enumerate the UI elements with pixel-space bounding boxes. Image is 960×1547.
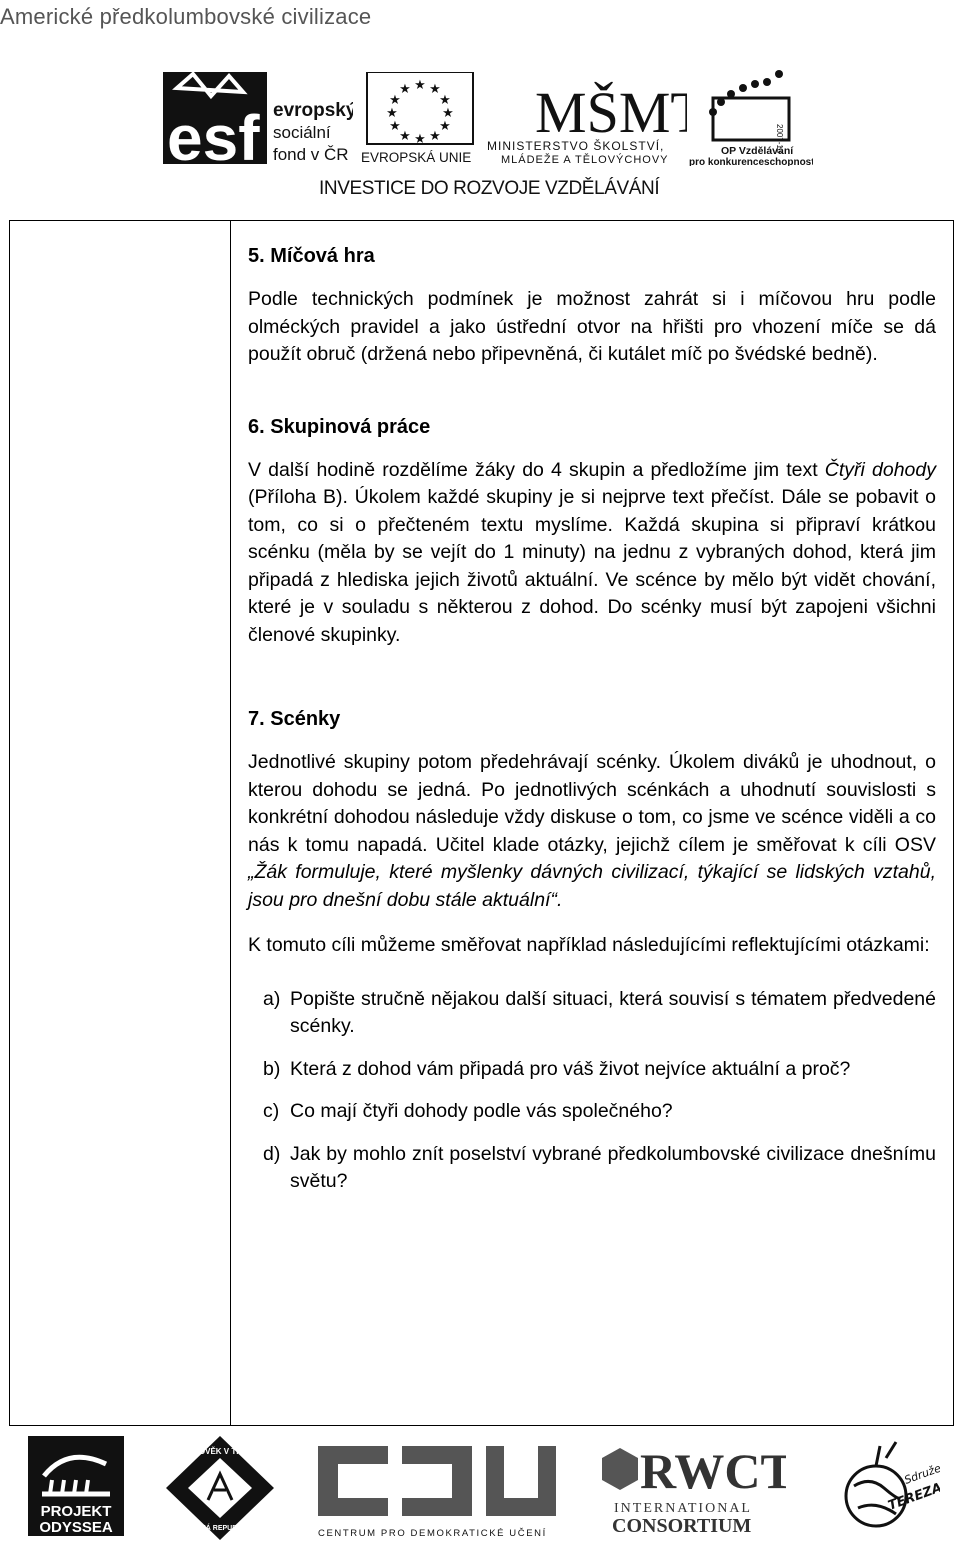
question-text: Popište stručně nějakou další situaci, která souvisí s tématem předvedené scénky.	[290, 987, 936, 1037]
svg-text:★: ★	[429, 129, 441, 144]
document-body	[248, 242, 936, 1211]
section-6-heading: 6. Skupinová práce	[248, 415, 431, 438]
msmt-line1: MINISTERSTVO ŠKOLSTVÍ,	[487, 139, 665, 153]
section-7-paragraph-2: K tomuto cíli můžeme směřovat například následujícími reflektujícími otázkami:	[248, 934, 930, 956]
esf-mark: esf	[167, 102, 260, 166]
sdruzeni-tereza-logo	[840, 1436, 940, 1540]
section-6-italic-title: Čtyři dohody	[824, 458, 936, 481]
odyssea-line2: ODYSSEA	[39, 1519, 113, 1536]
odyssea-line1: PROJEKT	[40, 1503, 112, 1520]
esf-line1: evropský	[273, 100, 353, 121]
question-item	[263, 1141, 936, 1196]
section-6-text-a: V další hodině rozdělíme žáky do 4 skupin a předložíme jim text	[248, 458, 825, 481]
op-years: 2007-13	[775, 124, 784, 154]
question-text: Která z dohod vám připadá pro váš život nejvíce aktuální a proč?	[290, 1057, 851, 1080]
clovek-top-text: ČLOVĚK V TÍSNI	[188, 1447, 252, 1456]
svg-text:★: ★	[429, 82, 441, 97]
svg-text:★: ★	[386, 106, 398, 121]
svg-text:★: ★	[439, 119, 451, 134]
esf-line2: sociální	[273, 123, 331, 142]
svg-text:★: ★	[442, 106, 454, 121]
partner-logo-footer	[0, 1430, 960, 1540]
section-7-paragraph	[248, 749, 936, 914]
rwct-logo	[600, 1444, 786, 1538]
section-6-paragraph	[248, 457, 936, 650]
reflection-question-list	[263, 986, 936, 1196]
clovek-logo-graphic	[164, 1434, 276, 1542]
esf-logo	[163, 66, 353, 166]
op-vzdelavani-logo	[687, 68, 813, 166]
rwct-logo-graphic	[600, 1444, 786, 1538]
question-item	[263, 1056, 936, 1084]
odyssea-logo-graphic	[28, 1436, 124, 1536]
op-logo-graphic	[687, 68, 813, 166]
tereza-logo-graphic	[840, 1436, 940, 1540]
section-7-italic-goal: „Žák formuluje, které myšlenky dávných civilizací, týkající se lidských vztahů, jsou pro dnešní dobu stále aktuální“.	[248, 861, 936, 911]
question-letter: b)	[263, 1057, 281, 1080]
svg-text:★: ★	[389, 93, 401, 108]
svg-text:★: ★	[399, 82, 411, 97]
section-6-text-b: (Příloha B). Úkolem každé skupiny je si nejprve text přečíst. Dále se pobavit o tom, co si o přečteném textu myslíme. Každá skupina si připraví krátkou scénku (měla by se vejít do 1 minuty) na jednu z vybraných dohod, která jim připadá z hlediska jejich životů aktuální. Ve scénce by mělo být vidět chování, které je v souladu s některou z dohod. Do scénky musí být zapojeni všichni členové skupinky.	[248, 486, 936, 646]
svg-text:★: ★	[399, 129, 411, 144]
rwct-line2: CONSORTIUM	[612, 1515, 752, 1537]
svg-text:★: ★	[439, 93, 451, 108]
investice-slogan: INVESTICE DO ROZVOJE VZDĚLÁVÁNÍ	[319, 178, 660, 199]
op-line1: OP Vzdělávání	[721, 145, 794, 157]
question-letter: d)	[263, 1142, 281, 1165]
clovek-bottom-text: ČESKÁ REPUBLIKA	[186, 1525, 254, 1532]
msmt-mark: MŠM	[535, 80, 671, 145]
msmt-logo-graphic	[487, 66, 687, 166]
eu-logo	[361, 72, 479, 166]
esf-logo-graphic	[163, 66, 353, 166]
section-7-heading: 7. Scénky	[248, 708, 341, 730]
document-header-title: Americké předkolumbovské civilizace	[0, 4, 372, 29]
question-item	[263, 986, 936, 1041]
svg-text:★: ★	[414, 132, 426, 147]
msmt-line2: MLÁDEŽE A TĚLOVÝCHOVY	[501, 154, 669, 166]
question-text: Co mají čtyři dohody podle vás společného?	[290, 1100, 673, 1122]
rwct-line1: INTERNATIONAL	[614, 1501, 752, 1516]
content-frame-sidebar	[9, 220, 231, 1426]
eu-label: EVROPSKÁ UNIE	[361, 150, 472, 165]
question-letter: a)	[263, 987, 281, 1010]
esf-line3: fond v ČR	[273, 145, 349, 164]
question-text: Jak by mohlo znít poselství vybrané předkolumbovské civilizace dnešnímu světu?	[290, 1142, 936, 1192]
cdu-logo-graphic	[316, 1446, 562, 1540]
op-line2: pro konkurenceschopnost	[689, 157, 813, 166]
eu-flag-graphic	[361, 72, 479, 166]
rwct-mark: RWCT	[640, 1444, 786, 1499]
question-letter: c)	[263, 1100, 280, 1122]
cdu-logo	[316, 1446, 562, 1540]
cdu-label: CENTRUM PRO DEMOKRATICKÉ UČENÍ	[318, 1528, 547, 1539]
clovek-v-tisni-logo	[164, 1434, 276, 1542]
section-5-heading: 5. Míčová hra	[248, 245, 375, 267]
section-7-text-a: Jednotlivé skupiny potom předehrávají scénky. Úkolem diváků je uhodnout, o kterou dohodu se jedná. Po jednotlivých scénkách a uhodnutí souvislosti s konkrétní dohodou následuje vždy diskuse o tom, co jsme ve scénce viděli a co nás k tomu napadá. Učitel klade otázky, jejichž cílem je směřovat k cíli OSV	[248, 751, 936, 856]
tereza-line2: TEREZA	[886, 1480, 940, 1514]
tereza-line1: Sdružení	[902, 1458, 940, 1487]
section-5-paragraph: Podle technických podmínek je možnost zahrát si i míčovou hru podle olméckých pravidel a jako ústřední otvor na hřišti pro vhození míče se dá použít obruč (držená nebo připevněná, či kutálet míč po švédské bedně).	[248, 288, 936, 365]
svg-text:★: ★	[389, 119, 401, 134]
msmt-logo	[487, 66, 687, 166]
question-item	[263, 1098, 936, 1126]
svg-text:★: ★	[414, 78, 426, 93]
projekt-odyssea-logo	[28, 1436, 124, 1536]
sponsor-logo-bar	[163, 66, 813, 166]
